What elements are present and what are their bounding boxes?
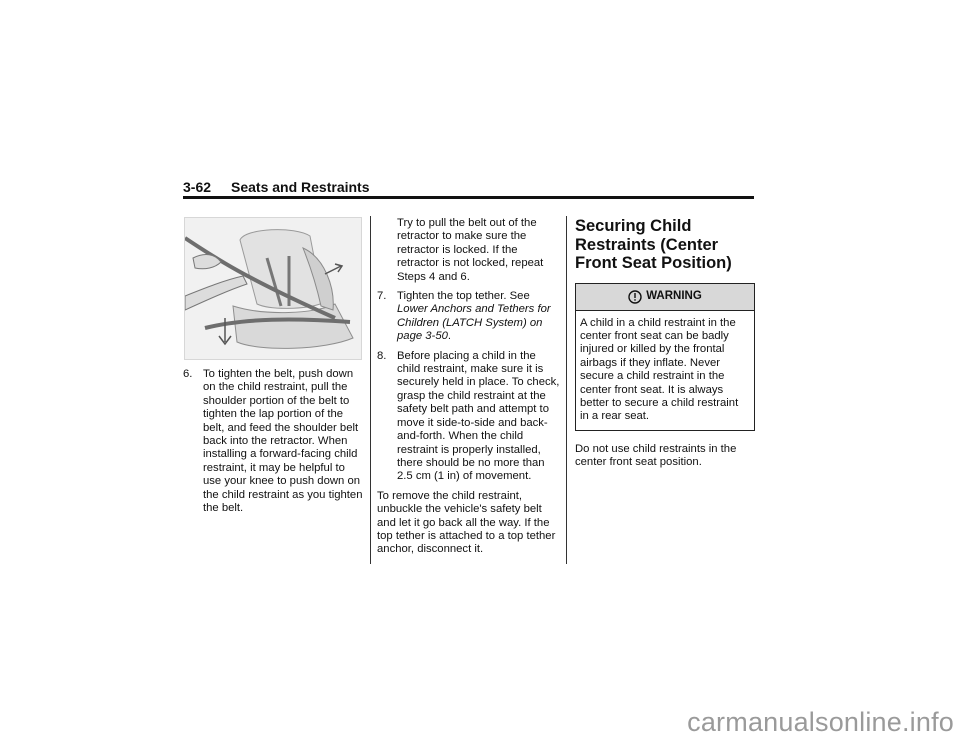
remove-restraint-paragraph: To remove the child restraint, unbuckle the vehicle's safety belt and let it go back all the way. If the top tether is attached to a top tether anchor, disconnect it. [377,489,556,556]
section-title: Seats and Restraints [231,179,370,195]
warning-icon [628,290,642,304]
step-text: Before placing a child in the child restraint, make sure it is securely held in place. To check, grasp the child restraint at the safety belt path and attempt to move it side-to-side and back-and-forth. When the child restraint is properly installed, there should be no more than 2.5 cm (1 in) of movement. [397,349,560,483]
child-restraint-illustration [184,217,362,360]
column-divider [370,216,371,564]
step-text: Tighten the top tether. See [397,290,530,303]
child-seat-drawing [185,218,361,359]
column-3 [575,217,755,476]
page-header [183,179,754,197]
column-2 [377,217,560,563]
section-heading: Securing Child Restraints (Center Front Seat Position) [575,217,732,272]
center-seat-paragraph: Do not use child restraints in the center front seat position. [575,442,737,469]
step-text: To tighten the belt, push down on the child restraint, pull the shoulder portion of the belt to tighten the lap portion of the belt, and feed the shoulder belt back into the retractor. When installing a forward-facing child restraint, it may be helpful to use your knee to push down on the child restraint as you tighten the belt. [203,368,363,515]
warning-header [576,284,754,311]
step-number: 6. [183,368,193,380]
step-6 [183,368,366,521]
step-7 [377,290,560,344]
step-8 [377,350,560,484]
page-number: 3-62 [183,179,212,195]
cross-reference-link[interactable]: Lower Anchors and Tethers for Children (LATCH System) on page 3-50 [397,303,551,343]
step-end: . [447,330,452,343]
step-number: 8. [377,349,387,362]
warning-label: WARNING [646,289,702,302]
warning-text: A child in a child restraint in the center front seat can be badly injured or killed by the frontal airbags if they inflate. Never secure a child restraint in the center front seat. It is always better to secure a child restraint in a rear seat. [580,316,739,423]
warning-box [575,283,755,431]
header-rule [183,196,754,199]
watermark: carmanualsonline.info [687,707,954,737]
step-6-continuation: Try to pull the belt out of the retractor to make sure the retractor is locked. If the retractor is not locked, repeat Steps 4 and 6. [397,217,544,283]
column-divider [566,216,567,564]
step-number: 7. [377,290,387,303]
